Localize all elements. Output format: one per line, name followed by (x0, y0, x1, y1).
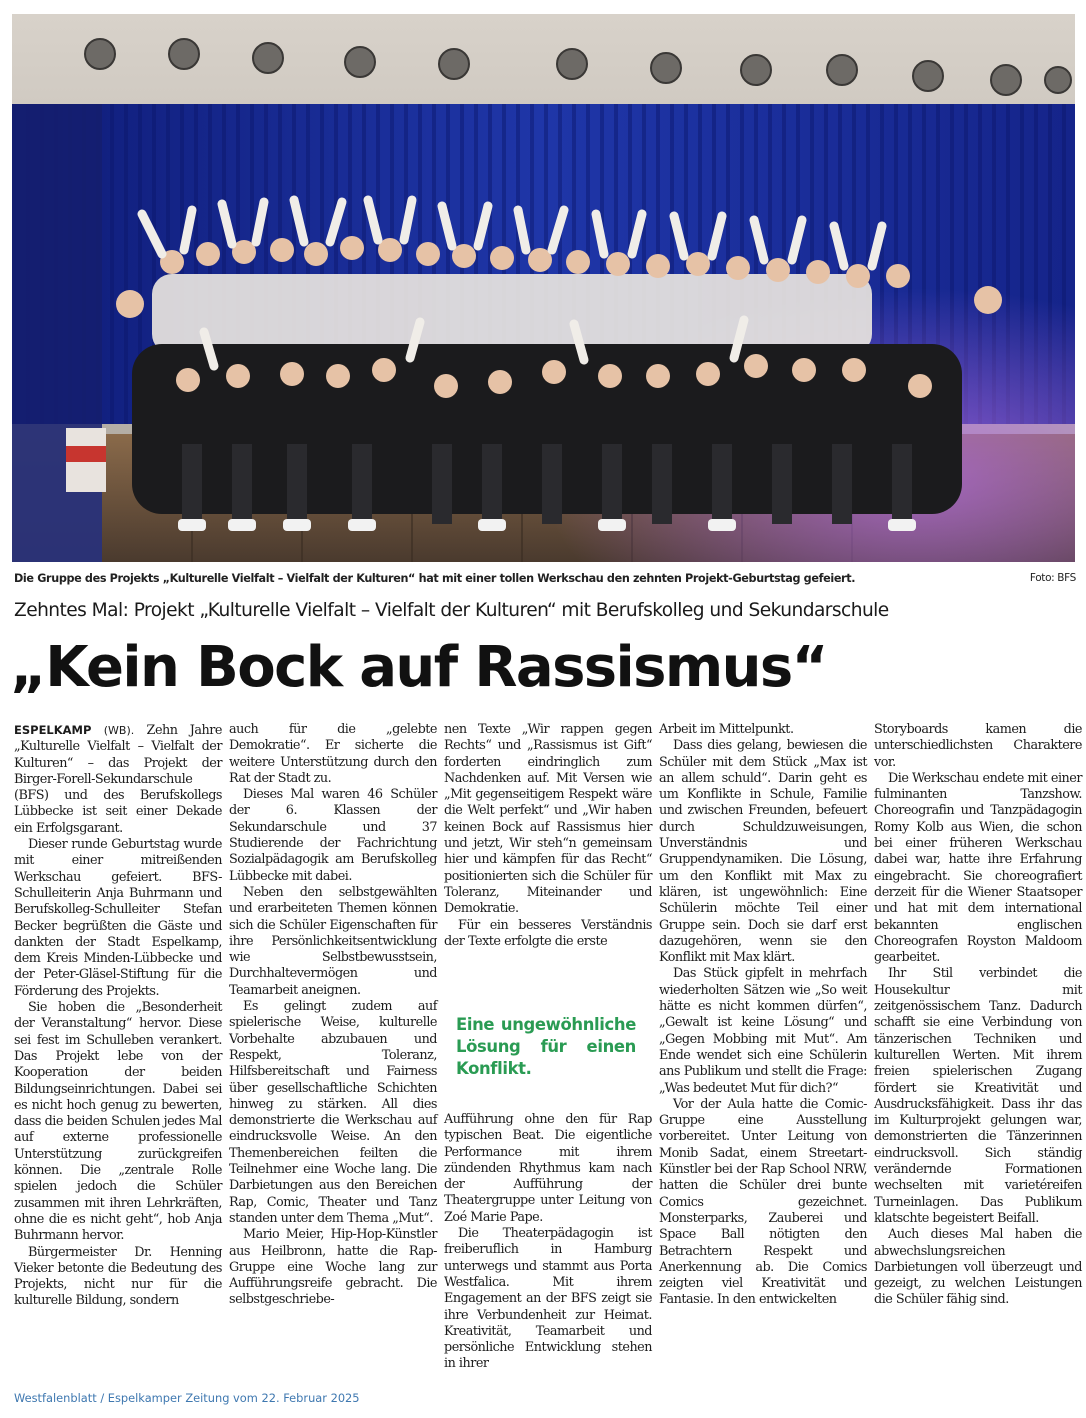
paragraph: Ihr Stil verbindet die Housekultur mit zeitgenössischem Tanz. Dadurch schafft sie eine Verbindung von tänzerischen Techniken und kulturellen Werten. Mit ihrem freien spielerischen Zugang fördert sie Kreativität und Ausdrucksfähigkeit. Dass ihr das im Kulturprojekt gelungen war, demonstrierten die Tänzerinnen eindrucksvoll. Sich ständig verändernde Formationen wechselten mit varietéreifen Turneinlagen. Das Publikum klatschte begeistert Beifall. (874, 966, 1082, 1226)
source-footer: Westfalenblatt / Espelkamper Zeitung vom 22. Februar 2025 (14, 1391, 360, 1405)
paragraph: Vor der Aula hatte die Comic-Gruppe eine Ausstellung vorbereitet. Unter Leitung von Monib Sadat, einem Streetart-Künstler bei der Rap School NRW, hatten die Schüler drei bunte Comics gezeichnet. Monsterparks, Zauberei und Space Ball nötigten den Betrachtern Respekt und Anerkennung ab. Die Comics zeigten viel Kreativität und Fantasie. In den entwickelten (659, 1096, 867, 1308)
photo-credit: Foto: BFS (1029, 572, 1076, 584)
paragraph-text: Zehn Jahre „Kulturelle Vielfalt – Vielfalt der Kulturen“ – das Projekt der Birger-Forell-Sekundarschule (BFS) und des Berufskollegs Lübbecke ist seit einer Dekade ein Erfolgsgarant. (14, 723, 222, 836)
paragraph: Arbeit im Mittelpunkt. (659, 722, 794, 737)
article-column-2 (229, 722, 437, 1309)
photo-caption: Die Gruppe des Projekts „Kulturelle Vielfalt – Vielfalt der Kulturen“ hat mit einer tollen Werkschau den zehnten Projekt-Geburtstag gefeiert. (14, 572, 856, 585)
paragraph: Dieses Mal waren 46 Schüler der 6. Klassen der Sekundarschule und 37 Studierende der Fachrichtung Sozialpädagogik am Berufskolleg Lübbecke mit dabei. (229, 787, 437, 884)
paragraph: Sie hoben die „Besonderheit der Veranstaltung“ hervor. Diese sei fest im Schulleben verankert. Das Projekt lebe von der Kooperation der beiden Bildungseinrichtungen. Dabei sei es nicht hoch genug zu bewerten, dass die beiden Schulen jedes Mal auf externe professionelle Unterstützung zurückgreifen können. Die „zentrale Rolle spielen jedoch die Schüler zusammen mit ihren Lehrkräften, ohne die es nicht geht“, hob Anja Buhrmann hervor. (14, 1000, 222, 1244)
article-column-5 (874, 722, 1082, 1309)
headline: „Kein Bock auf Rassismus“ (10, 635, 827, 700)
photo-caption-row (14, 572, 1076, 592)
kicker: Zehntes Mal: Projekt „Kulturelle Vielfalt – Vielfalt der Kulturen“ mit Berufskolleg und Sekundarschule (14, 600, 889, 621)
paragraph: Die Theaterpädagogin ist freiberuflich in Hamburg unterwegs und stammt aus Porta Westfalica. Mit ihrem Engagement an der BFS zeigt sie ihre Verbundenheit zur Heimat. Kreativität, Teamarbeit und persönliche Entwicklung stehen in ihrer (444, 1226, 652, 1372)
agency: (WB). (103, 724, 135, 737)
paragraph: Für ein besseres Verständnis der Texte erfolgte die erste (444, 917, 652, 949)
paragraph: Das Stück gipfelt in mehrfach wiederholten Sätzen wie „So weit hätte es nicht kommen dürfen“, „Gewalt ist keine Lösung“ und „Gegen Mobbing mit Mut“. Am Ende wendet sich eine Schülerin ans Publikum und stellt die Frage: „Was bedeutet Mut für dich?“ (659, 966, 867, 1096)
article-column-3-continued (444, 1112, 652, 1373)
pull-quote: Eine ungewöhnliche Lösung für einen Konflikt. (456, 1015, 636, 1078)
paragraph: nen Texte „Wir rappen gegen Rechts“ und „Rassismus ist Gift“ forderten eindringlich zum Nachdenken auf. Mit Versen wie „Mit gegenseitigem Respekt wäre die Welt perfekt“ und „Wir haben keinen Bock auf Rassismus hier und jetzt, Wir steh“n gemeinsam hier und kämpfen für das Recht“ positionierten sich die Schüler für Toleranz, Miteinander und Demokratie. (444, 722, 652, 917)
paragraph: auch für die „gelebte Demokratie“. Er sicherte die weitere Unterstützung durch den Rat der Stadt zu. (229, 722, 437, 786)
paragraph: Auch dieses Mal haben die abwechslungsreichen Darbietungen voll überzeugt und gezeigt, zu welchen Leistungen die Schüler fähig sind. (874, 1227, 1082, 1308)
paragraph: Es gelingt zudem auf spielerische Weise, kulturelle Vorbehalte abzubauen und Respekt, Toleranz, Hilfsbereitschaft und Fairness über gesellschaftliche Schichten hinweg zu stärken. All dies demonstrierte die Werkschau auf eindrucksvolle Weise. An den Themenbereichen feilten die Teilnehmer eine Woche lang. Die Darbietungen aus den Bereichen Rap, Comic, Theater und Tanz standen unter dem Thema „Mut“. (229, 999, 437, 1226)
paragraph: Dieser runde Geburtstag wurde mit einer mitreißenden Werkschau gefeiert. BFS-Schulleiterin Anja Buhrmann und Berufskolleg-Schulleiter Stefan Becker begrüßten die Gäste und dankten der Stadt Espelkamp, dem Kreis Minden-Lübbecke und der Peter-Gläsel-Stiftung für die Förderung des Projekts. (14, 837, 222, 999)
dateline: ESPELKAMP (14, 723, 92, 737)
group-photo (12, 14, 1075, 562)
paragraph: Aufführung ohne den für Rap typischen Beat. Die eigentliche Performance mit ihrem zündenden Rhythmus kam nach der Aufführung der Theatergruppe unter Leitung von Zoé Marie Pape. (444, 1112, 652, 1225)
paragraph: Bürgermeister Dr. Henning Vieker betonte die Bedeutung des Projekts, nicht nur für die kulturelle Bildung, sondern (14, 1244, 222, 1309)
article-column-4 (659, 722, 867, 1309)
paragraph: Neben den selbstgewählten und erarbeiteten Themen können sich die Schüler Eigenschaften für ihre Persönlichkeitsentwicklung wie Selbstbewusstsein, Durchhaltevermögen und Teamarbeit aneignen. (229, 884, 437, 998)
article-column-3 (444, 722, 652, 950)
paragraph: Dass dies gelang, bewiesen die Schüler mit dem Stück „Max ist an allem schuld“. Darin geht es um Konflikte in Schule, Familie und zwischen Freunden, befeuert durch Schuldzuweisungen, Unverständnis und Gruppendynamiken. Die Lösung, um den Konflikt mit Max zu klären, ist ungewöhnlich: Eine Schülerin möchte Teil einer Gruppe sein. Doch sie darf erst dazugehören, wenn sie den Konflikt mit Max klärt. (659, 738, 867, 966)
paragraph (14, 722, 222, 837)
article-column-1 (14, 722, 222, 1310)
group-photo-graphic (12, 14, 1075, 562)
paragraph: Die Werkschau endete mit einer fulminanten Tanzshow. Choreografin und Tanzpädagogin Romy Kolb aus Wien, die schon bei einer früheren Werkschau dabei war, hatte ihre Erfahrung eingebracht. Sie choreografiert derzeit für die Wiener Staatsoper und hat mit dem international bekannten englischen Choreografen Royston Maldoom gearbeitet. (874, 770, 1082, 966)
paragraph: Mario Meier, Hip-Hop-Künstler aus Heilbronn, hatte die Rap-Gruppe eine Woche lang zur Aufführungsreife gebracht. Die selbstgeschriebe- (229, 1227, 437, 1308)
paragraph: Storyboards kamen die unterschiedlichsten Charaktere vor. (874, 722, 1082, 770)
